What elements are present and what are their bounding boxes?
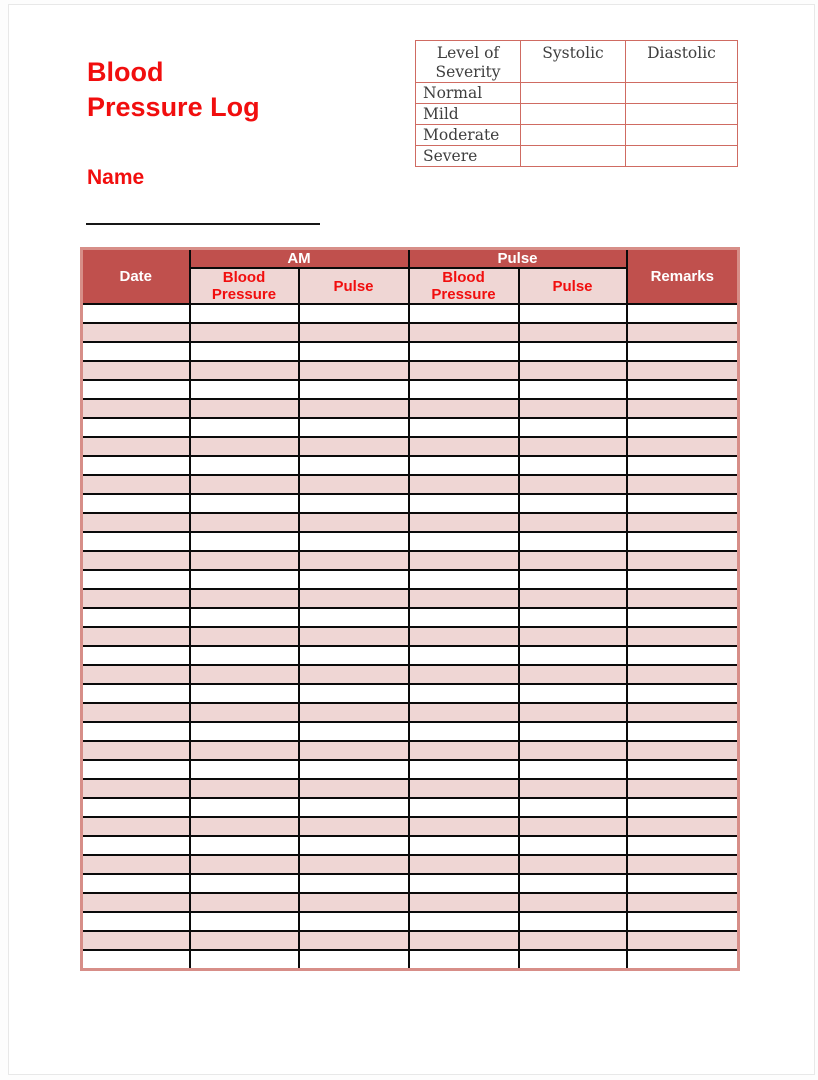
pm-pulse-cell [519, 741, 627, 760]
remarks-cell [627, 513, 739, 532]
log-row [82, 513, 739, 532]
log-row [82, 931, 739, 950]
date-cell [82, 551, 190, 570]
am-blood-pressure-cell [190, 532, 299, 551]
pm-blood-pressure-cell [409, 874, 519, 893]
pm-pulse-cell [519, 950, 627, 969]
severity-row [416, 104, 738, 125]
am-pulse-cell [299, 608, 409, 627]
log-row [82, 304, 739, 323]
date-cell [82, 779, 190, 798]
date-cell [82, 703, 190, 722]
am-blood-pressure-cell [190, 380, 299, 399]
pm-blood-pressure-cell [409, 912, 519, 931]
am-blood-pressure-cell [190, 760, 299, 779]
pm-blood-pressure-cell [409, 437, 519, 456]
date-cell [82, 798, 190, 817]
pm-blood-pressure-cell [409, 513, 519, 532]
severity-systolic-cell [521, 146, 626, 167]
log-row [82, 950, 739, 969]
date-cell [82, 399, 190, 418]
remarks-cell [627, 494, 739, 513]
am-blood-pressure-cell [190, 418, 299, 437]
remarks-cell [627, 399, 739, 418]
pm-blood-pressure-cell [409, 855, 519, 874]
am-pulse-cell [299, 950, 409, 969]
am-blood-pressure-cell [190, 323, 299, 342]
pm-blood-pressure-cell [409, 779, 519, 798]
pm-pulse-cell [519, 608, 627, 627]
remarks-cell [627, 646, 739, 665]
bp-table-body [82, 304, 739, 969]
severity-level-label: Moderate [416, 125, 521, 146]
pm-blood-pressure-cell [409, 836, 519, 855]
pm-blood-pressure-cell [409, 589, 519, 608]
pm-blood-pressure-cell [409, 703, 519, 722]
pm-blood-pressure-cell [409, 646, 519, 665]
am-pulse-cell [299, 646, 409, 665]
log-row [82, 570, 739, 589]
am-pulse-cell [299, 703, 409, 722]
remarks-cell [627, 893, 739, 912]
date-cell [82, 608, 190, 627]
pm-pulse-cell [519, 494, 627, 513]
date-cell [82, 475, 190, 494]
severity-level-label: Normal [416, 83, 521, 104]
remarks-cell [627, 437, 739, 456]
date-cell [82, 722, 190, 741]
am-blood-pressure-cell [190, 893, 299, 912]
log-row [82, 399, 739, 418]
pm-pulse-cell [519, 323, 627, 342]
date-cell [82, 513, 190, 532]
log-row [82, 798, 739, 817]
log-row [82, 456, 739, 475]
pm-pulse-cell [519, 874, 627, 893]
am-pulse-cell [299, 570, 409, 589]
bp-log-table [80, 247, 740, 971]
am-pulse-cell [299, 912, 409, 931]
pm-blood-pressure-cell [409, 665, 519, 684]
pm-pulse-cell [519, 893, 627, 912]
am-blood-pressure-cell [190, 627, 299, 646]
severity-row [416, 146, 738, 167]
am-pulse-cell [299, 874, 409, 893]
pm-pulse-cell [519, 627, 627, 646]
remarks-cell [627, 817, 739, 836]
log-row [82, 741, 739, 760]
severity-row [416, 83, 738, 104]
date-cell [82, 323, 190, 342]
am-pulse-cell [299, 741, 409, 760]
am-pulse-cell [299, 399, 409, 418]
pm-blood-pressure-cell [409, 342, 519, 361]
log-row [82, 437, 739, 456]
severity-diastolic-cell [626, 125, 738, 146]
pm-blood-pressure-cell [409, 684, 519, 703]
severity-header-level: Level of Severity [416, 41, 521, 83]
am-blood-pressure-cell [190, 608, 299, 627]
log-row [82, 627, 739, 646]
subcol-header-am-pulse: Pulse [299, 268, 409, 304]
am-pulse-cell [299, 418, 409, 437]
log-row [82, 874, 739, 893]
am-blood-pressure-cell [190, 741, 299, 760]
am-blood-pressure-cell [190, 646, 299, 665]
am-blood-pressure-cell [190, 342, 299, 361]
remarks-cell [627, 855, 739, 874]
am-blood-pressure-cell [190, 513, 299, 532]
log-row [82, 551, 739, 570]
am-blood-pressure-cell [190, 817, 299, 836]
severity-row [416, 125, 738, 146]
remarks-cell [627, 589, 739, 608]
am-blood-pressure-cell [190, 665, 299, 684]
log-row [82, 836, 739, 855]
remarks-cell [627, 627, 739, 646]
am-blood-pressure-cell [190, 722, 299, 741]
am-pulse-cell [299, 855, 409, 874]
date-cell [82, 627, 190, 646]
pm-pulse-cell [519, 570, 627, 589]
am-pulse-cell [299, 817, 409, 836]
date-cell [82, 380, 190, 399]
pm-blood-pressure-cell [409, 570, 519, 589]
am-pulse-cell [299, 722, 409, 741]
page-title-line1: Blood [87, 57, 164, 87]
remarks-cell [627, 931, 739, 950]
log-row [82, 494, 739, 513]
log-row [82, 380, 739, 399]
log-row [82, 323, 739, 342]
page-title-line2: Pressure Log [87, 92, 260, 122]
pm-blood-pressure-cell [409, 532, 519, 551]
pm-blood-pressure-cell [409, 741, 519, 760]
remarks-cell [627, 874, 739, 893]
severity-header-diastolic: Diastolic [626, 41, 738, 83]
am-blood-pressure-cell [190, 570, 299, 589]
severity-level-label: Mild [416, 104, 521, 125]
remarks-cell [627, 418, 739, 437]
remarks-cell [627, 608, 739, 627]
am-blood-pressure-cell [190, 589, 299, 608]
pm-blood-pressure-cell [409, 361, 519, 380]
pm-blood-pressure-cell [409, 950, 519, 969]
remarks-cell [627, 570, 739, 589]
remarks-cell [627, 798, 739, 817]
am-blood-pressure-cell [190, 361, 299, 380]
am-pulse-cell [299, 798, 409, 817]
log-row [82, 342, 739, 361]
remarks-cell [627, 912, 739, 931]
subcol-header-pm-blood-pressure: Blood Pressure [409, 268, 519, 304]
severity-diastolic-cell [626, 83, 738, 104]
am-blood-pressure-cell [190, 494, 299, 513]
pm-pulse-cell [519, 931, 627, 950]
am-pulse-cell [299, 323, 409, 342]
pm-pulse-cell [519, 361, 627, 380]
pm-pulse-cell [519, 855, 627, 874]
log-row [82, 475, 739, 494]
am-blood-pressure-cell [190, 475, 299, 494]
pm-pulse-cell [519, 589, 627, 608]
am-pulse-cell [299, 779, 409, 798]
date-cell [82, 456, 190, 475]
log-row [82, 722, 739, 741]
date-cell [82, 342, 190, 361]
severity-systolic-cell [521, 83, 626, 104]
remarks-cell [627, 380, 739, 399]
date-cell [82, 912, 190, 931]
log-row [82, 912, 739, 931]
remarks-cell [627, 304, 739, 323]
pm-blood-pressure-cell [409, 304, 519, 323]
pm-pulse-cell [519, 513, 627, 532]
pm-pulse-cell [519, 475, 627, 494]
log-row [82, 418, 739, 437]
log-row [82, 532, 739, 551]
pm-pulse-cell [519, 456, 627, 475]
pm-pulse-cell [519, 399, 627, 418]
remarks-cell [627, 722, 739, 741]
am-pulse-cell [299, 760, 409, 779]
remarks-cell [627, 475, 739, 494]
am-pulse-cell [299, 304, 409, 323]
pm-blood-pressure-cell [409, 893, 519, 912]
log-row [82, 665, 739, 684]
am-blood-pressure-cell [190, 684, 299, 703]
date-cell [82, 950, 190, 969]
col-header-date: Date [82, 249, 190, 305]
remarks-cell [627, 342, 739, 361]
date-cell [82, 817, 190, 836]
subcol-header-pm-pulse: Pulse [519, 268, 627, 304]
log-row [82, 646, 739, 665]
pm-pulse-cell [519, 665, 627, 684]
remarks-cell [627, 836, 739, 855]
am-blood-pressure-cell [190, 874, 299, 893]
remarks-cell [627, 950, 739, 969]
am-blood-pressure-cell [190, 304, 299, 323]
date-cell [82, 361, 190, 380]
date-cell [82, 684, 190, 703]
date-cell [82, 570, 190, 589]
page-title [87, 55, 260, 125]
pm-blood-pressure-cell [409, 380, 519, 399]
pm-pulse-cell [519, 836, 627, 855]
am-pulse-cell [299, 931, 409, 950]
pm-blood-pressure-cell [409, 456, 519, 475]
pm-pulse-cell [519, 304, 627, 323]
severity-table-body [416, 83, 738, 167]
am-pulse-cell [299, 361, 409, 380]
date-cell [82, 760, 190, 779]
am-pulse-cell [299, 684, 409, 703]
remarks-cell [627, 323, 739, 342]
am-blood-pressure-cell [190, 855, 299, 874]
am-blood-pressure-cell [190, 456, 299, 475]
date-cell [82, 494, 190, 513]
date-cell [82, 741, 190, 760]
log-row [82, 893, 739, 912]
log-row [82, 760, 739, 779]
date-cell [82, 836, 190, 855]
remarks-cell [627, 703, 739, 722]
pm-pulse-cell [519, 684, 627, 703]
am-blood-pressure-cell [190, 551, 299, 570]
severity-systolic-cell [521, 104, 626, 125]
pm-blood-pressure-cell [409, 722, 519, 741]
severity-systolic-cell [521, 125, 626, 146]
am-blood-pressure-cell [190, 703, 299, 722]
am-pulse-cell [299, 456, 409, 475]
date-cell [82, 418, 190, 437]
severity-reference-table [415, 40, 738, 167]
remarks-cell [627, 779, 739, 798]
am-pulse-cell [299, 494, 409, 513]
log-row [82, 589, 739, 608]
pm-blood-pressure-cell [409, 418, 519, 437]
am-blood-pressure-cell [190, 912, 299, 931]
am-blood-pressure-cell [190, 437, 299, 456]
date-cell [82, 893, 190, 912]
log-row [82, 779, 739, 798]
remarks-cell [627, 456, 739, 475]
severity-diastolic-cell [626, 146, 738, 167]
date-cell [82, 665, 190, 684]
date-cell [82, 532, 190, 551]
pm-pulse-cell [519, 551, 627, 570]
pm-blood-pressure-cell [409, 399, 519, 418]
pm-pulse-cell [519, 779, 627, 798]
am-blood-pressure-cell [190, 836, 299, 855]
pm-pulse-cell [519, 760, 627, 779]
col-header-remarks: Remarks [627, 249, 739, 305]
pm-pulse-cell [519, 817, 627, 836]
remarks-cell [627, 684, 739, 703]
log-row [82, 361, 739, 380]
pm-blood-pressure-cell [409, 608, 519, 627]
pm-pulse-cell [519, 418, 627, 437]
pm-pulse-cell [519, 437, 627, 456]
pm-blood-pressure-cell [409, 798, 519, 817]
remarks-cell [627, 665, 739, 684]
am-blood-pressure-cell [190, 798, 299, 817]
remarks-cell [627, 741, 739, 760]
log-row [82, 703, 739, 722]
name-fill-in-line [86, 223, 320, 225]
am-pulse-cell [299, 836, 409, 855]
severity-header-systolic: Systolic [521, 41, 626, 83]
pm-blood-pressure-cell [409, 475, 519, 494]
am-pulse-cell [299, 532, 409, 551]
am-pulse-cell [299, 513, 409, 532]
am-pulse-cell [299, 437, 409, 456]
col-header-am-group: AM [190, 249, 409, 269]
date-cell [82, 646, 190, 665]
pm-blood-pressure-cell [409, 931, 519, 950]
pm-pulse-cell [519, 342, 627, 361]
date-cell [82, 437, 190, 456]
date-cell [82, 304, 190, 323]
date-cell [82, 874, 190, 893]
am-pulse-cell [299, 551, 409, 570]
remarks-cell [627, 551, 739, 570]
am-pulse-cell [299, 380, 409, 399]
log-row [82, 817, 739, 836]
am-pulse-cell [299, 342, 409, 361]
log-row [82, 608, 739, 627]
pm-pulse-cell [519, 798, 627, 817]
am-pulse-cell [299, 627, 409, 646]
date-cell [82, 855, 190, 874]
severity-diastolic-cell [626, 104, 738, 125]
remarks-cell [627, 361, 739, 380]
date-cell [82, 589, 190, 608]
am-blood-pressure-cell [190, 399, 299, 418]
pm-pulse-cell [519, 380, 627, 399]
log-row [82, 855, 739, 874]
am-pulse-cell [299, 665, 409, 684]
pm-pulse-cell [519, 703, 627, 722]
pm-blood-pressure-cell [409, 760, 519, 779]
pm-blood-pressure-cell [409, 494, 519, 513]
pm-pulse-cell [519, 722, 627, 741]
am-pulse-cell [299, 589, 409, 608]
remarks-cell [627, 760, 739, 779]
name-label: Name [87, 166, 145, 189]
am-blood-pressure-cell [190, 931, 299, 950]
am-pulse-cell [299, 475, 409, 494]
pm-pulse-cell [519, 532, 627, 551]
subcol-header-am-blood-pressure: Blood Pressure [190, 268, 299, 304]
am-blood-pressure-cell [190, 950, 299, 969]
pm-blood-pressure-cell [409, 323, 519, 342]
log-row [82, 684, 739, 703]
pm-pulse-cell [519, 912, 627, 931]
pm-blood-pressure-cell [409, 551, 519, 570]
am-pulse-cell [299, 893, 409, 912]
pm-blood-pressure-cell [409, 627, 519, 646]
severity-level-label: Severe [416, 146, 521, 167]
pm-blood-pressure-cell [409, 817, 519, 836]
remarks-cell [627, 532, 739, 551]
col-header-pulse-group: Pulse [409, 249, 627, 269]
date-cell [82, 931, 190, 950]
am-blood-pressure-cell [190, 779, 299, 798]
pm-pulse-cell [519, 646, 627, 665]
